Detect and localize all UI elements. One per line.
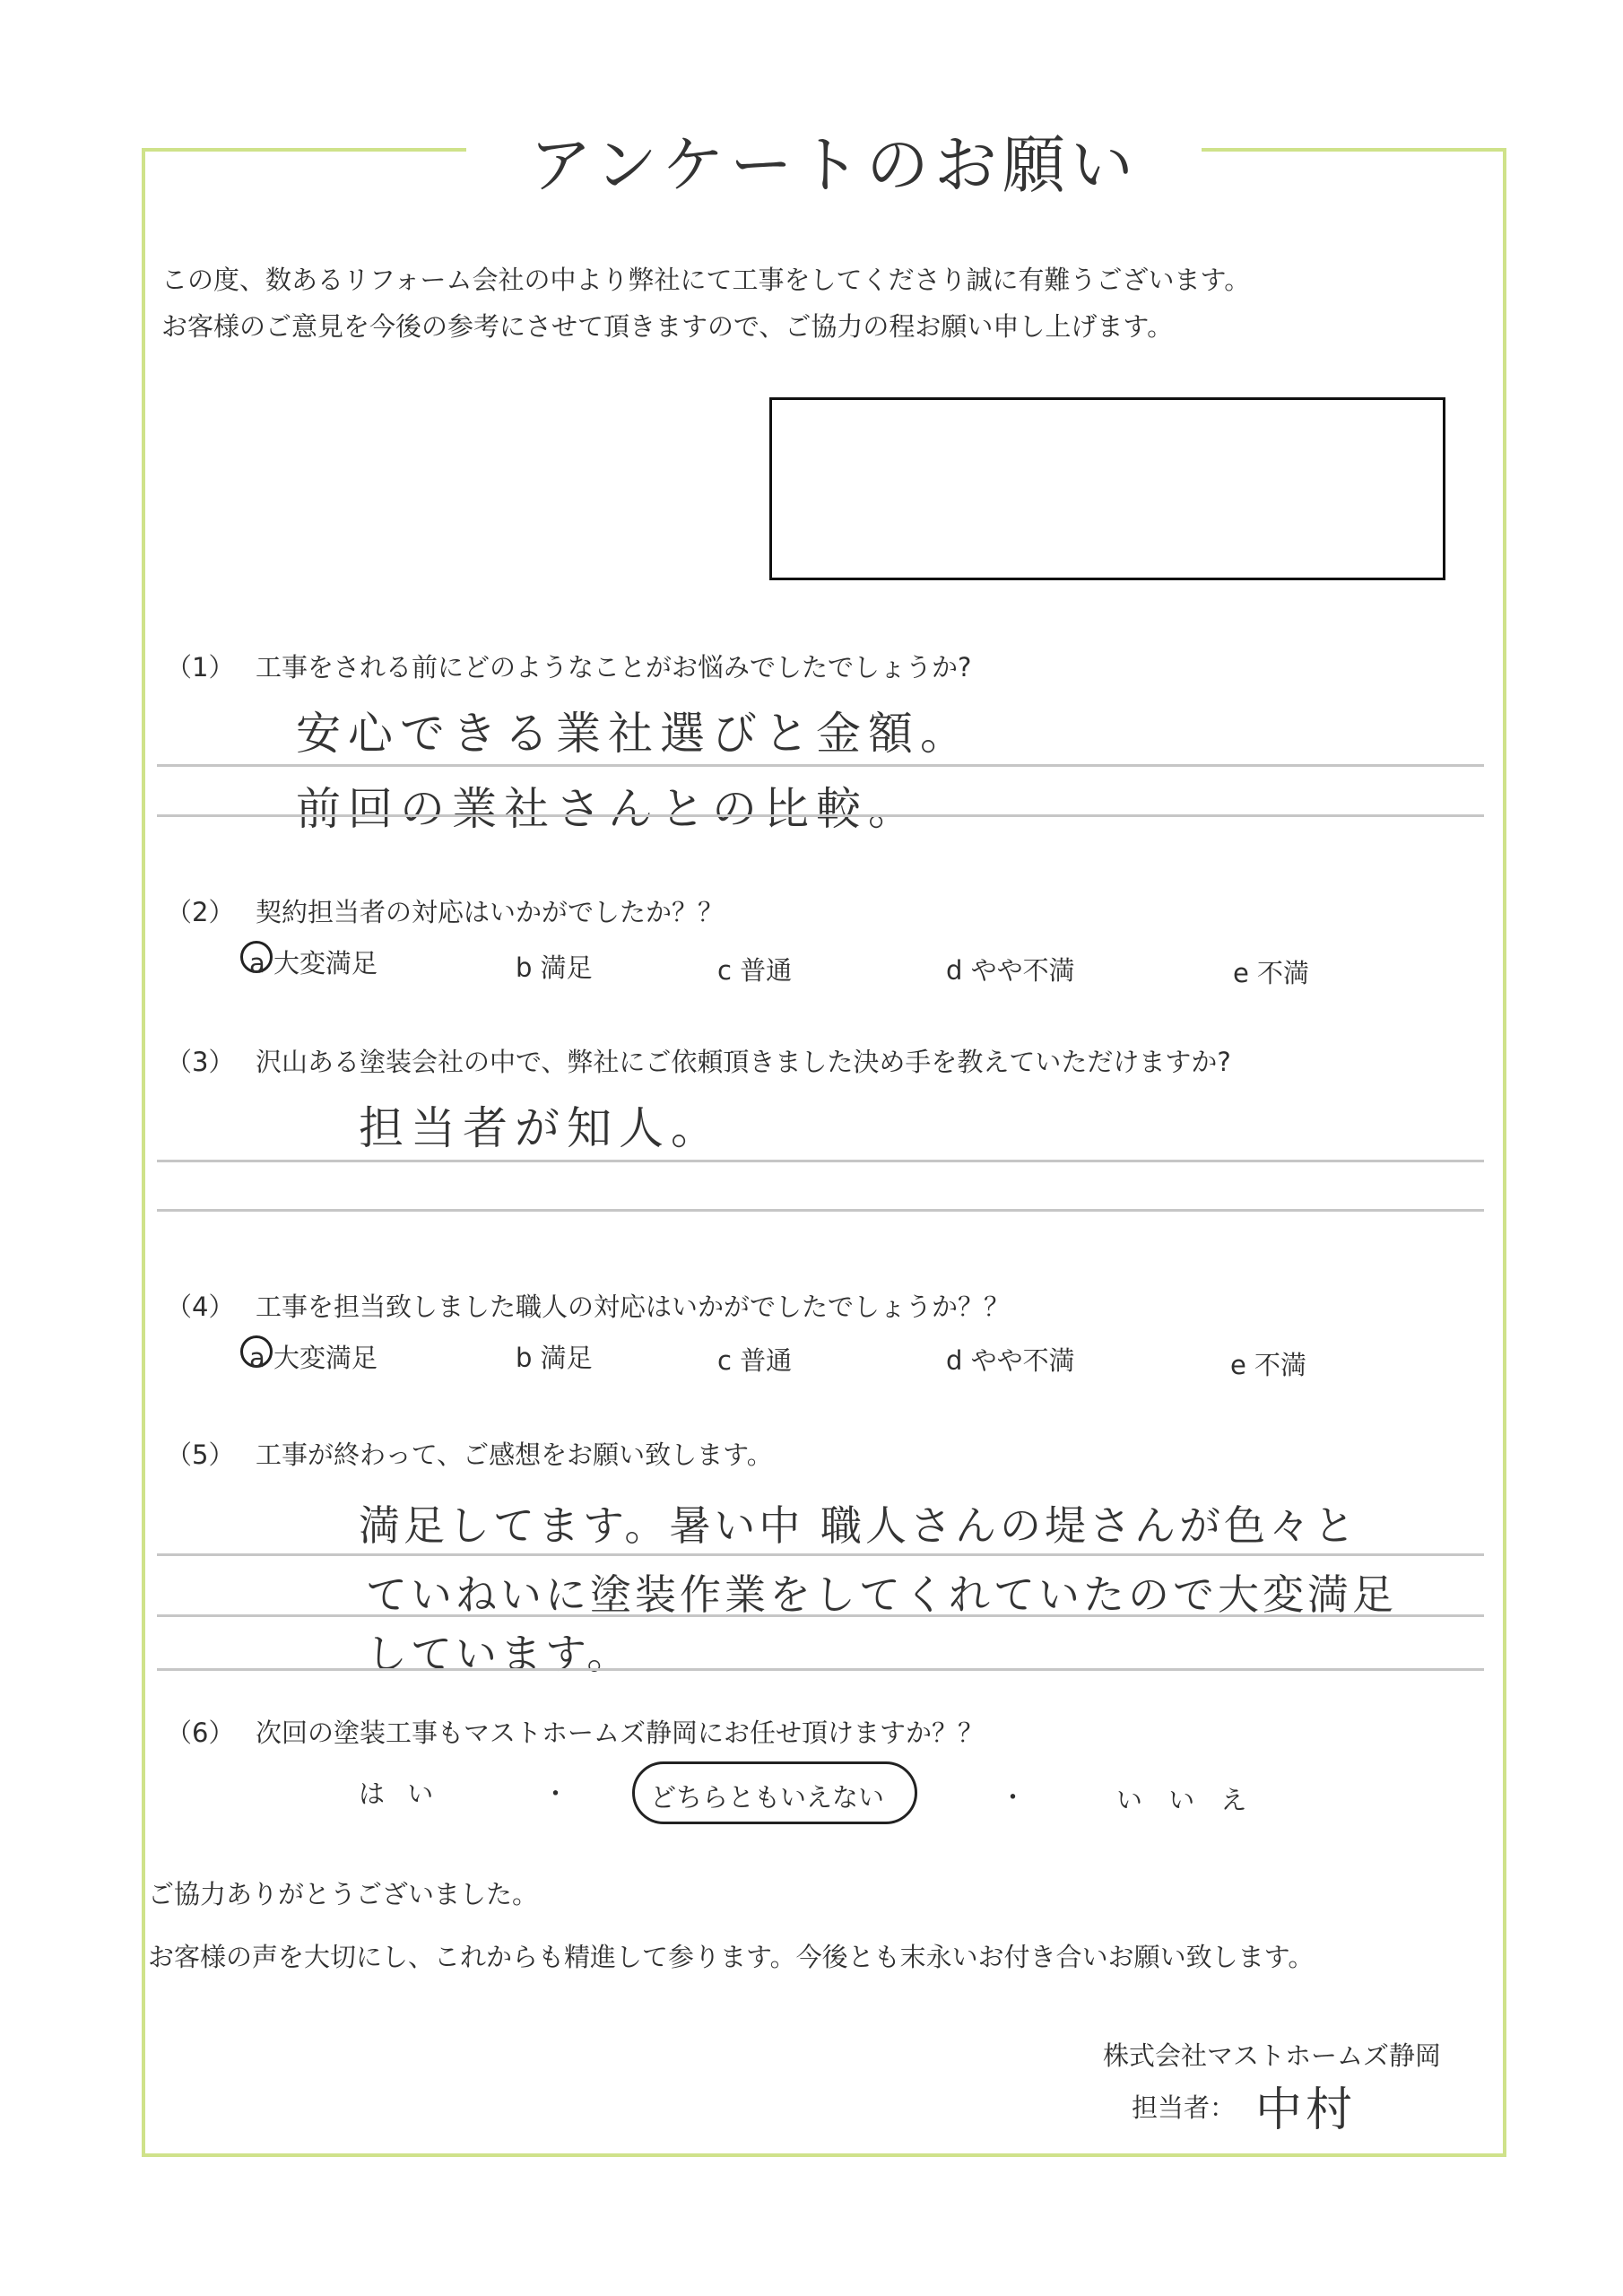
q1-answer-line-1: 安心できる業社選びと金額。 bbox=[296, 708, 972, 760]
q6-option-yes[interactable]: は い bbox=[359, 1779, 441, 1809]
q4-option-d[interactable]: d やや不満 bbox=[946, 1345, 1075, 1376]
answer-rule bbox=[157, 1668, 1484, 1671]
staff-label: 担当者： bbox=[1132, 2092, 1237, 2123]
answer-rule bbox=[157, 1553, 1484, 1556]
closing-line-2: お客様の声を大切にし、これからも精進して参ります。今後とも末永いお付き合いお願い致します。 bbox=[148, 1942, 1315, 1972]
answer-rule bbox=[157, 1614, 1484, 1617]
q4-option-b[interactable]: b 満足 bbox=[516, 1343, 593, 1373]
q2-option-a[interactable]: a 大変満足 bbox=[249, 948, 378, 978]
q1-number: （1） bbox=[166, 652, 235, 683]
answer-rule bbox=[157, 764, 1484, 767]
answer-rule bbox=[157, 1160, 1484, 1162]
q5-answer-line-2: ていねいに塗装作業をしてくれていたので大変満足 bbox=[366, 1570, 1397, 1619]
q2-option-e[interactable]: e 不満 bbox=[1233, 958, 1310, 988]
q5-answer-line-1: 満足してます。暑い中 職人さんの堤さんが色々と bbox=[359, 1501, 1358, 1550]
q4-option-e[interactable]: e 不満 bbox=[1230, 1350, 1307, 1380]
q2-option-b[interactable]: b 満足 bbox=[516, 952, 593, 983]
q6-option-no[interactable]: い い え bbox=[1116, 1785, 1256, 1815]
q4-option-a[interactable]: a 大変満足 bbox=[249, 1343, 378, 1373]
intro-line-1: この度、数あるリフォーム会社の中より弊社にて工事をしてくださり誠に有難うございます。 bbox=[161, 265, 1251, 295]
q4-number: （4） bbox=[166, 1292, 235, 1322]
answer-rule bbox=[157, 1209, 1484, 1212]
answer-rule bbox=[157, 814, 1484, 817]
q2-question: 契約担当者の対応はいかがでしたか？？ bbox=[256, 897, 725, 927]
q6-option-neither[interactable]: どちらともいえない bbox=[650, 1782, 885, 1813]
closing-line-1: ご協力ありがとうございました。 bbox=[148, 1879, 539, 1909]
q4-question: 工事を担当致しました職人の対応はいかがでしたでしょうか？？ bbox=[256, 1292, 1011, 1322]
q3-question: 沢山ある塗装会社の中で、弊社にご依頼頂きました決め手を教えていただけますか? bbox=[256, 1047, 1231, 1077]
page-title: アンケートのお願い bbox=[529, 128, 1139, 202]
q6-separator: ・ bbox=[542, 1779, 569, 1809]
q5-question: 工事が終わって、ご感想をお願い致します。 bbox=[256, 1439, 773, 1470]
redacted-box bbox=[769, 397, 1445, 580]
q5-number: （5） bbox=[166, 1439, 235, 1470]
q4-option-c[interactable]: c 普通 bbox=[717, 1345, 793, 1376]
q1-question: 工事をされる前にどのようなことがお悩みでしたでしょうか? bbox=[256, 652, 972, 683]
q3-answer-line-1: 担当者が知人。 bbox=[359, 1102, 723, 1154]
q6-question: 次回の塗装工事もマストホームズ静岡にお任せ頂けますか？？ bbox=[256, 1718, 985, 1748]
q6-number: （6） bbox=[166, 1718, 235, 1748]
q6-separator: ・ bbox=[1000, 1782, 1027, 1813]
q5-answer-line-3: しています。 bbox=[366, 1630, 632, 1678]
q2-option-d[interactable]: d やや不満 bbox=[946, 955, 1075, 986]
q2-option-c[interactable]: c 普通 bbox=[717, 955, 793, 986]
q1-answer-line-2: 前回の業社さんとの比較。 bbox=[296, 783, 920, 835]
staff-signature: 中村 bbox=[1255, 2083, 1357, 2137]
company-name: 株式会社マストホームズ静岡 bbox=[1103, 2040, 1442, 2071]
q2-number: （2） bbox=[166, 897, 235, 927]
q3-number: （3） bbox=[166, 1047, 235, 1077]
intro-line-2: お客様のご意見を今後の参考にさせて頂きますので、ご協力の程お願い申し上げます。 bbox=[161, 311, 1174, 342]
